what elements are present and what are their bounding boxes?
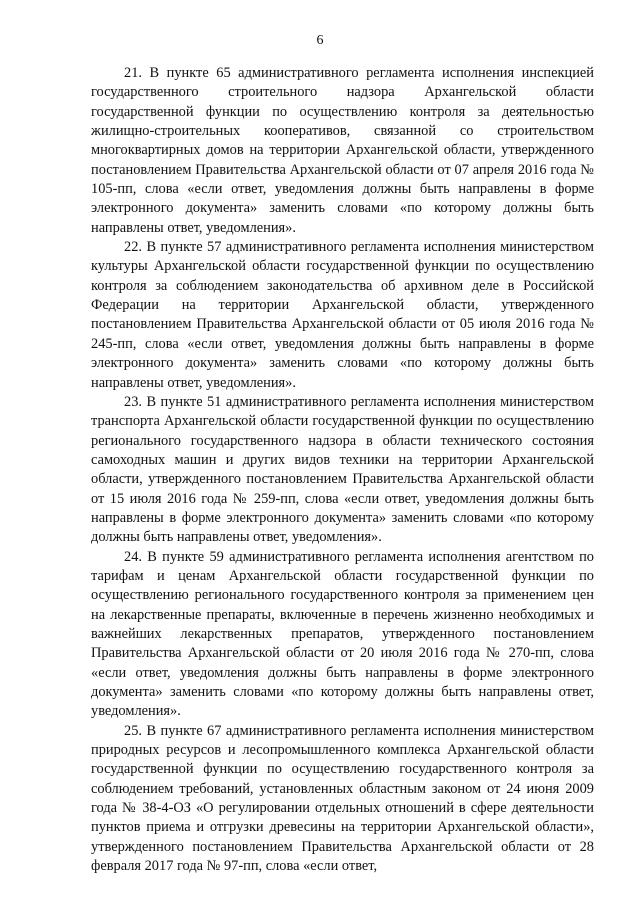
document-body (91, 64, 594, 876)
page-number: 6 (316, 33, 324, 48)
paragraph-24: 24. В пункте 59 административного регламента исполнения агентством по тарифам и ценам Архангельской области государственной функции по осуществлению регионального государственного контроля за применением цен на лекарственные препараты, включенные в перечень жизненно необходимых и важнейших лекарственных препаратов, утвержденного постановлением Правительства Архангельской области от 20 июля 2016 года № 270-пп, слова «если ответ, уведомления должны быть направлены в форме электронного документа» заменить словами «по которому должны быть направлены ответ, уведомления». (91, 548, 594, 720)
paragraph-25: 25. В пункте 67 административного регламента исполнения министерством природных ресурсов и лесопромышленного комплекса Архангельской области государственной функции по осуществлению государственного контроля за соблюдением требований, установленных областным законом от 24 июня 2009 года № 38-4-ОЗ «О регулировании отдельных отношений в сфере деятельности пунктов приема и отгрузки древесины на территории Архангельской области», утвержденного постановлением Правительства Архангельской области от 28 февраля 2017 года № 97-пп, слова «если ответ, (91, 722, 594, 875)
paragraph-23: 23. В пункте 51 административного регламента исполнения министерством транспорта Архангельской области государственной функции по осуществлению регионального государственного надзора в области технического состояния самоходных машин и других видов техники на территории Архангельской области, утвержденного постановлением Правительства Архангельской области от 15 июля 2016 года № 259-пп, слова «если ответ, уведомления должны быть направлены в форме электронного документа» заменить словами «по которому должны быть направлены ответ, уведомления». (91, 393, 594, 546)
paragraph-22: 22. В пункте 57 административного регламента исполнения министерством культуры Архангельской области государственной функции по осуществлению контроля за соблюдением законодательства об архивном деле в Российской Федерации на территории Архангельской области, утвержденного постановлением Правительства Архангельской области от 05 июля 2016 года № 245-пп, слова «если ответ, уведомления должны быть направлены в форме электронного документа» заменить словами «по которому должны быть направлены ответ, уведомления». (91, 239, 594, 391)
paragraph-21: 21. В пункте 65 административного регламента исполнения инспекцией государственного строительного надзора Архангельской области государственной функции по осуществлению контроля за деятельностью жилищно-строительных кооперативов, связанной со строительством многоквартирных домов на территории Архангельской области, утвержденного постановлением Правительства Архангельской области от 07 апреля 2016 года № 105-пп, слова «если ответ, уведомления должны быть направлены в форме электронного документа» заменить словами «по которому должны быть направлены ответ, уведомления». (91, 65, 594, 236)
